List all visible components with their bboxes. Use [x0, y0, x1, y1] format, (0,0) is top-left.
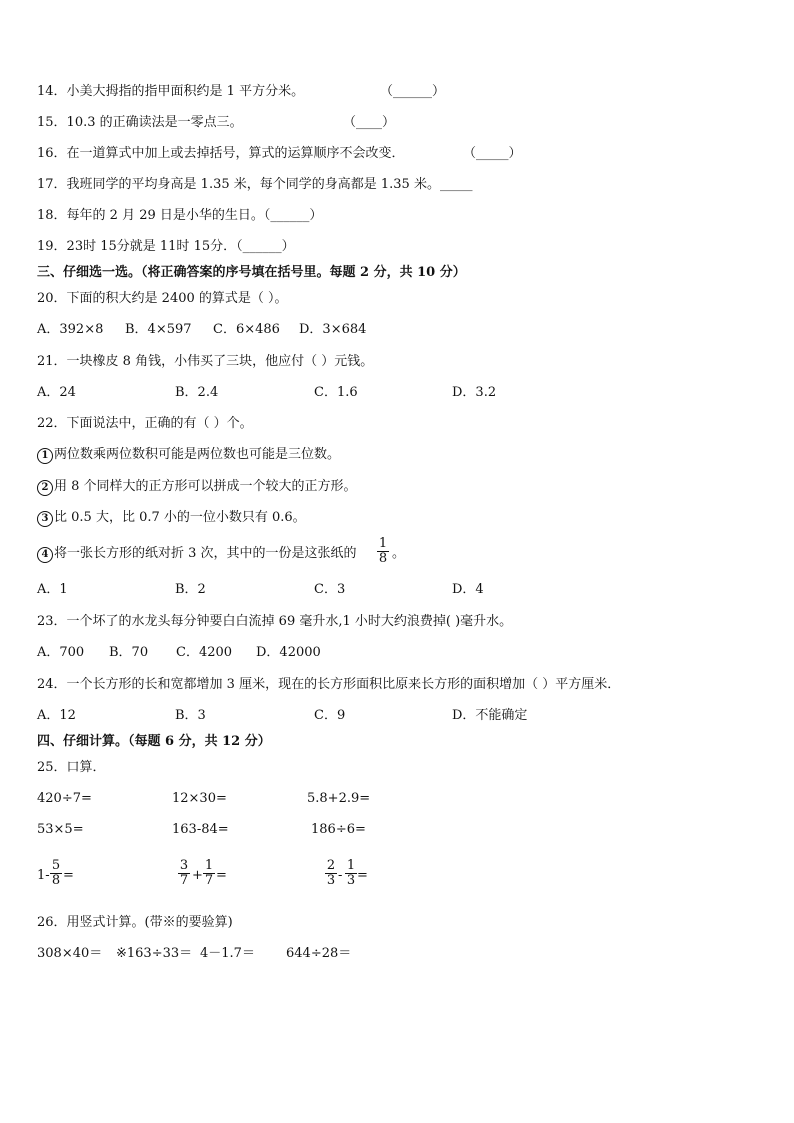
section-3-title: 三、仔细选一选。（将正确答案的序号填在括号里。每题 2 分，共 10 分）: [37, 265, 466, 280]
fraction-2-3: $\frac{2}{3}$: [326, 858, 336, 888]
circled-number-2: 2: [37, 480, 53, 496]
question-17: 17．我班同学的平均身高是 1.35 米，每个同学的身高都是 1.35 米。_____: [37, 177, 473, 192]
q21-option-c[interactable]: C．1.6: [314, 385, 358, 400]
answer-blank-15[interactable]: （____）: [343, 115, 396, 130]
circled-number-4: 4: [37, 547, 53, 563]
q24-option-c[interactable]: C．9: [314, 708, 346, 723]
q22-statement-1: 1 两位数乘两位数积可能是两位数也可能是三位数。: [37, 447, 340, 464]
calc-53-times-5: 53×5=: [37, 822, 84, 837]
calc-4-minus-1.7: 4－1.7＝: [200, 946, 255, 961]
calc-12-times-30: 12×30=: [172, 791, 227, 806]
section-4-title: 四、仔细计算。（每题 6 分，共 12 分）: [37, 734, 271, 749]
fraction-3-7: $\frac{3}{7}$: [179, 858, 189, 888]
calc-frac-a-equals: =: [63, 868, 74, 883]
q23-option-c[interactable]: C．4200: [176, 645, 233, 660]
q22-statement-4-tail: 。: [392, 546, 406, 561]
question-18: 18．每年的 2 月 29 日是小华的生日。（______）: [37, 208, 323, 223]
calc-308-times-40: 308×40＝: [37, 946, 103, 961]
q23-option-b[interactable]: B．70: [109, 645, 149, 660]
q22-statement-4: 4 将一张长方形的纸对折 3 次，其中的一份是这张纸的: [37, 546, 357, 563]
q20-option-d[interactable]: D．3×684: [299, 322, 367, 337]
fraction-1-7: $\frac{1}{7}$: [204, 858, 214, 888]
question-24: 24．一个长方形的长和宽都增加 3 厘米，现在的长方形面积比原来长方形的面积增加（ ）平方厘米．: [37, 677, 621, 692]
q21-option-a[interactable]: A．24: [37, 385, 76, 400]
answer-blank-16[interactable]: （_____）: [463, 146, 522, 161]
q22-statement-2: 2 用 8 个同样大的正方形可以拼成一个较大的正方形。: [37, 479, 357, 496]
calc-644-div-28: 644÷28＝: [286, 946, 352, 961]
circled-number-3: 3: [37, 511, 53, 527]
q20-option-a[interactable]: A．392×8: [37, 322, 104, 337]
question-14: 14．小美大拇指的指甲面积约是 1 平方分米。: [37, 84, 305, 99]
q21-option-d[interactable]: D．3.2: [452, 385, 497, 400]
calc-frac-c-operator: -: [338, 868, 343, 883]
question-22: 22．下面说法中，正确的有（ ）个。: [37, 416, 253, 431]
calc-420-div-7: 420÷7=: [37, 791, 92, 806]
question-16: 16．在一道算式中加上或去掉括号，算式的运算顺序不会改变．: [37, 146, 405, 161]
calc-163-div-33-verify: ※163÷33＝: [116, 946, 193, 961]
question-23: 23．一个坏了的水龙头每分钟要白白流掉 69 毫升水,1 小时大约浪费掉( )毫升水。: [37, 614, 513, 629]
question-19: 19．23时 15分就是 11时 15分．（______）: [37, 239, 295, 254]
q22-statement-3: 3 比 0.5 大，比 0.7 小的一位小数只有 0.6。: [37, 510, 306, 527]
q22-option-d[interactable]: D．4: [452, 582, 484, 597]
calc-163-minus-84: 163-84=: [172, 822, 229, 837]
q20-option-b[interactable]: B．4×597: [125, 322, 192, 337]
q20-option-c[interactable]: C．6×486: [213, 322, 280, 337]
question-20: 20．下面的积大约是 2400 的算式是（ ）。: [37, 291, 288, 306]
calc-frac-c-equals: =: [357, 868, 368, 883]
q24-option-d[interactable]: D．不能确定: [452, 708, 528, 723]
q23-option-a[interactable]: A．700: [37, 645, 85, 660]
calc-frac-b-operator: +: [192, 868, 203, 883]
calc-186-div-6: 186÷6=: [311, 822, 366, 837]
question-26: 26．用竖式计算。(带※的要验算): [37, 915, 233, 930]
calc-frac-a-prefix: 1-: [37, 868, 50, 883]
question-15: 15．10.3 的正确读法是一零点三。: [37, 115, 243, 130]
calc-5.8-plus-2.9: 5.8+2.9=: [307, 791, 371, 806]
question-25: 25．口算．: [37, 760, 106, 775]
circled-number-1: 1: [37, 448, 53, 464]
fraction-1-3: $\frac{1}{3}$: [346, 858, 356, 888]
q22-option-a[interactable]: A．1: [37, 582, 68, 597]
fraction-5-8: $\frac{5}{8}$: [51, 858, 61, 888]
q22-option-b[interactable]: B．2: [175, 582, 206, 597]
fraction-one-eighth: $\frac{1}{8}$: [378, 536, 388, 566]
q23-option-d[interactable]: D．42000: [256, 645, 321, 660]
q24-option-a[interactable]: A．12: [37, 708, 76, 723]
question-21: 21．一块橡皮 8 角钱，小伟买了三块，他应付（ ）元钱。: [37, 354, 374, 369]
q21-option-b[interactable]: B．2.4: [175, 385, 219, 400]
q22-option-c[interactable]: C．3: [314, 582, 346, 597]
answer-blank-14[interactable]: （______）: [380, 84, 446, 99]
calc-frac-b-equals: =: [216, 868, 227, 883]
q24-option-b[interactable]: B．3: [175, 708, 206, 723]
